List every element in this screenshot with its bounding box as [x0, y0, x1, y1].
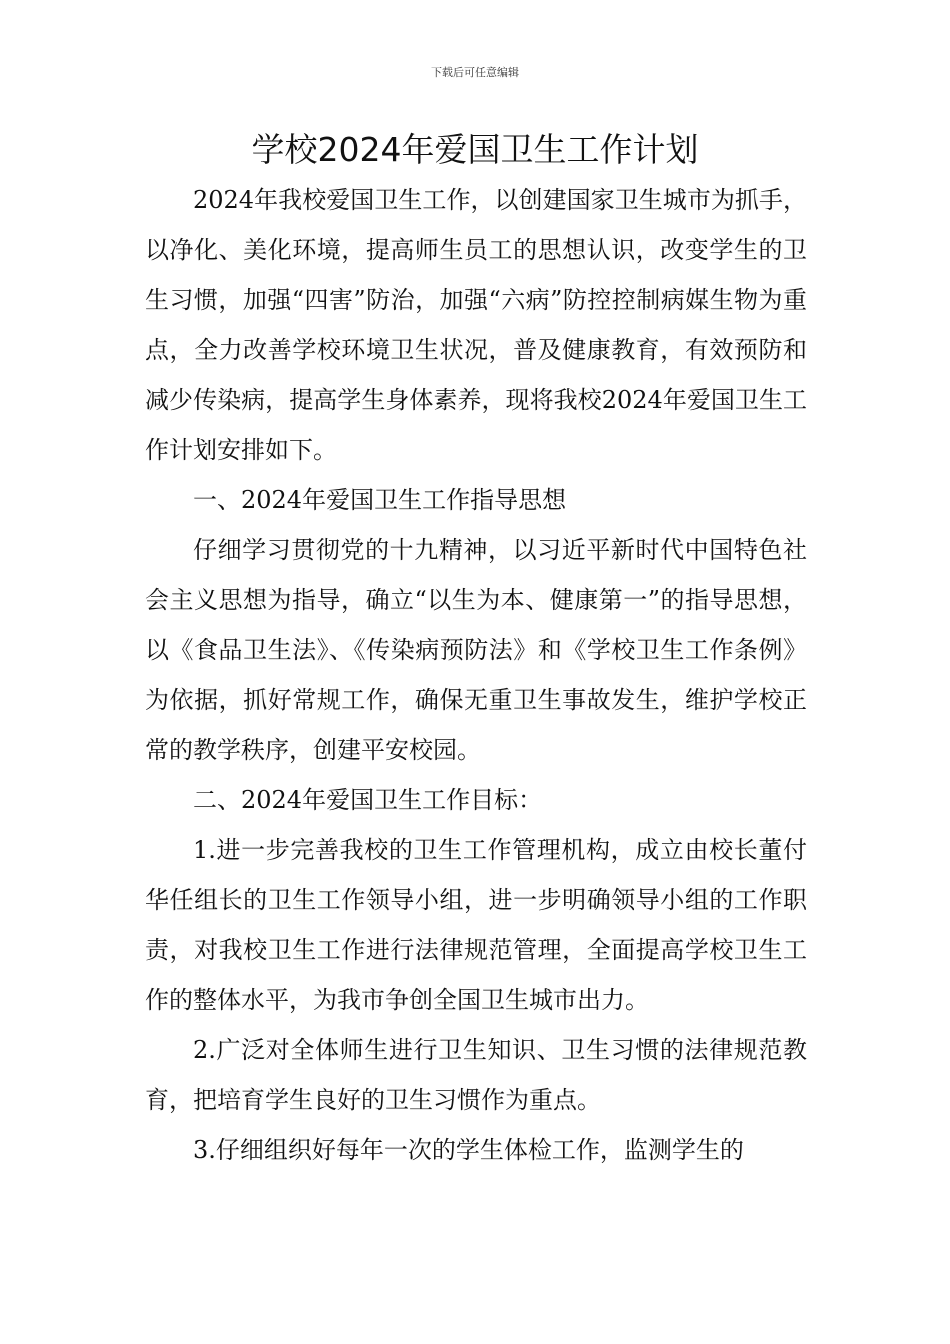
goal-item-2: 2.广泛对全体师生进行卫生知识、卫生习惯的法律规范教育，把培育学生良好的卫生习惯作为重点。	[145, 1036, 807, 1114]
section-1-heading: 一、2024年爱国卫生工作指导思想	[193, 486, 567, 514]
goal-item-3: 3.仔细组织好每年一次的学生体检工作，监测学生的	[193, 1136, 744, 1164]
document-body	[145, 175, 807, 1175]
section-2-heading: 二、2024年爱国卫生工作目标：	[193, 786, 543, 814]
section-1-paragraph: 仔细学习贯彻党的十九精神，以习近平新时代中国特色社会主义思想为指导，确立“以生为本、健康第一”的指导思想，以《食品卫生法》、《传染病预防法》和《学校卫生工作条例》为依据，抓好常规工作，确保无重卫生事故发生，维护学校正常的教学秩序，创建平安校园。	[145, 536, 807, 764]
goal-item-1: 1.进一步完善我校的卫生工作管理机构，成立由校长董付华任组长的卫生工作领导小组，进一步明确领导小组的工作职责，对我校卫生工作进行法律规范管理，全面提高学校卫生工作的整体水平，为我市争创全国卫生城市出力。	[145, 836, 807, 1014]
document-title: 学校2024年爱国卫生工作计划	[251, 130, 699, 169]
intro-paragraph: 2024年我校爱国卫生工作，以创建国家卫生城市为抓手，以净化、美化环境，提高师生员工的思想认识，改变学生的卫生习惯，加强“四害”防治，加强“六病”防控控制病媒生物为重点，全力改善学校环境卫生状况，普及健康教育，有效预防和减少传染病，提高学生身体素养，现将我校2024年爱国卫生工作计划安排如下。	[145, 186, 807, 464]
header-note: 下载后可任意编辑	[431, 66, 519, 79]
